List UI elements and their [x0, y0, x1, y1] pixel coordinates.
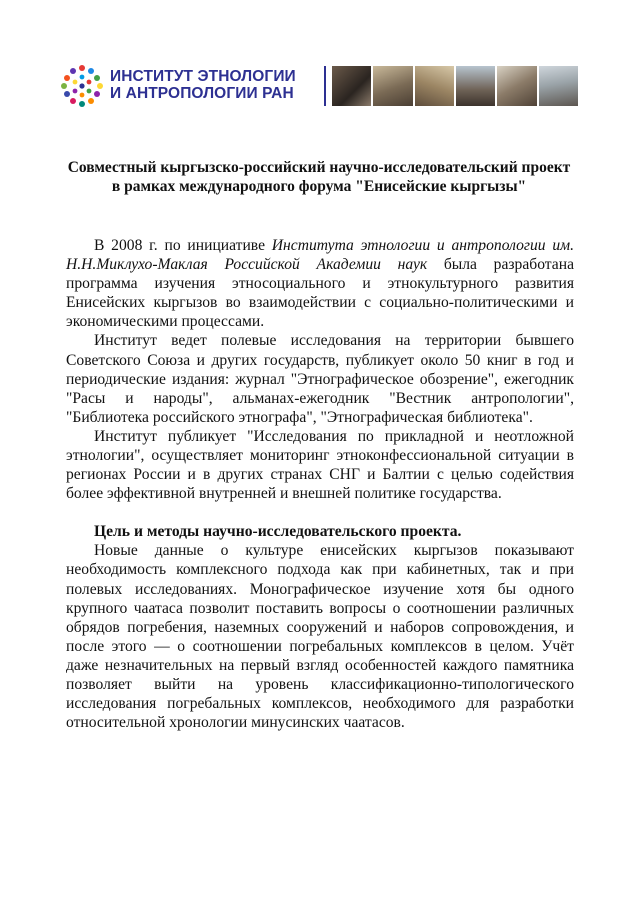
- header-photo: [415, 66, 454, 106]
- header-divider: [324, 66, 326, 106]
- paragraph-goals: Новые данные о культуре енисейских кыргызов показывают необходимость комплексного подхода как при кабинетных, так и при полевых исследованиях. Монографическое изучение хотя бы одного крупного чаатаса позволит поставить вопросы о соотношении различных обрядов погребения, наземных сооружений и наборов сопровождения, и после этого — о соотношении погребальных комплексов в целом. Учёт даже незначительных на первый взгляд особенностей каждого памятника позволяет выйти на уровень классификационно-типологического исследования погребальных комплексов, необходимого для разработки относительной хронологии минусинских чаатасов.: [66, 542, 574, 732]
- header-photo-strip: [332, 66, 578, 106]
- section-spacer: [66, 503, 574, 522]
- section-heading: Цель и методы научно-исследовательского проекта.: [94, 523, 462, 541]
- header-photo: [456, 66, 495, 106]
- document-title: Совместный кыргызско-российский научно-исследовательский проект в рамках международного форума "Енисейские кыргызы": [67, 159, 571, 195]
- paragraph-research: Институт ведет полевые исследования на территории бывшего Советского Союза и других государств, публикует около 50 книг в год и периодические издания: журнал "Этнографическое обозрение", ежегодник "Расы и народы", альманах-ежегодник "Вестник антропологии", "Библиотека российского этнографа", "Этнографическая библиотека".: [66, 332, 574, 426]
- header-photo: [332, 66, 371, 106]
- logo-line-2: И АНТРОПОЛОГИИ РАН: [110, 85, 294, 102]
- header-photo: [497, 66, 536, 106]
- intro-text-start: В 2008 г. по инициативе: [94, 237, 272, 254]
- paragraph-intro: [66, 236, 574, 331]
- paragraph-publications: Институт публикует "Исследования по прикладной и неотложной этнологии", осуществляет мониторинг этноконфессиональной ситуации в регионах России и в других странах СНГ и Балтии с целью содействия более эффективной внутренней и внешней политике государства.: [66, 427, 574, 503]
- logo-line-1: ИНСТИТУТ ЭТНОЛОГИИ: [110, 68, 296, 85]
- document-body: [66, 236, 574, 732]
- header-photo: [373, 66, 412, 106]
- institute-header: [58, 60, 578, 110]
- institute-emblem-icon: [60, 64, 104, 108]
- institute-name: Института этнологии и антропологии им. Н.Н.Миклухо-Маклая Российской Академии наук: [66, 237, 574, 274]
- header-photo: [539, 66, 578, 106]
- intro-text-end: была разработана программа изучения этносоциального и этнокультурного развития Енисейских кыргызов во взаимодействии с социально-политическими и экономическими процессами.: [66, 256, 574, 331]
